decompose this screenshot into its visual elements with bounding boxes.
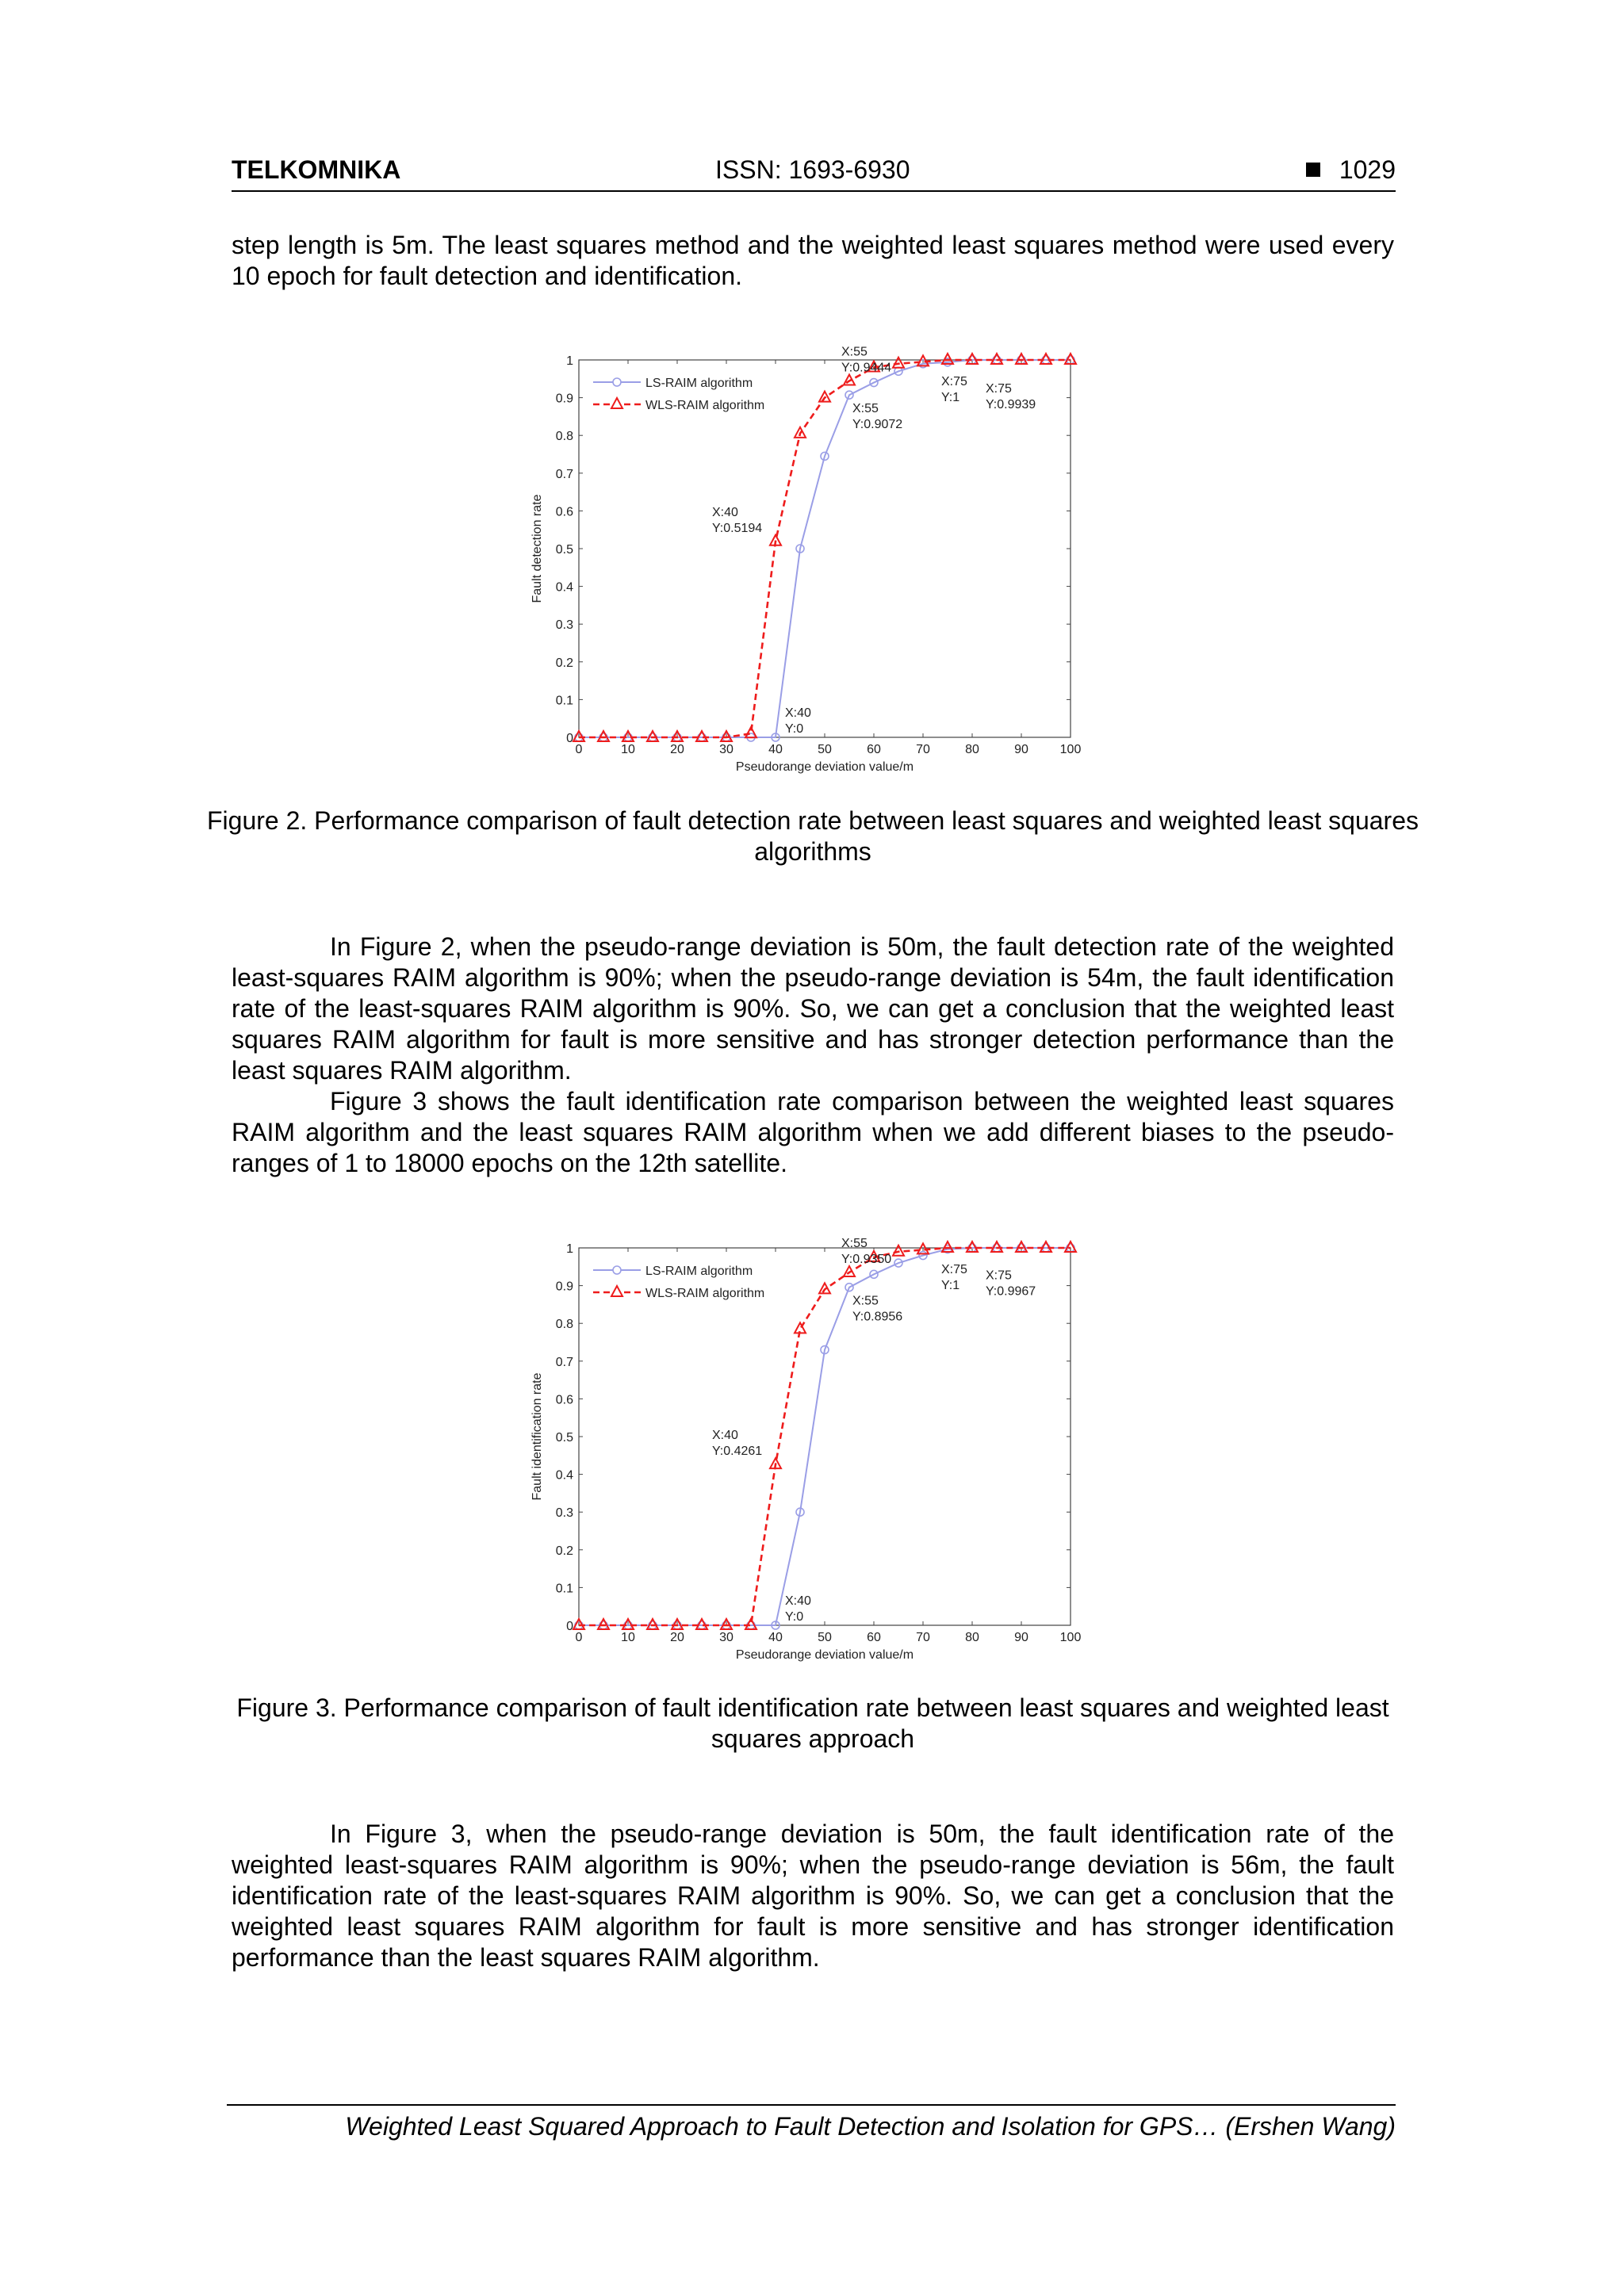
data-tip-label: X:55 xyxy=(852,402,879,416)
square-bullet-icon xyxy=(1306,163,1320,177)
x-tick-label: 40 xyxy=(768,743,783,756)
data-tip-label: X:75 xyxy=(986,1269,1012,1283)
y-tick-label: 0.6 xyxy=(555,1393,573,1407)
y-tick-label: 0.1 xyxy=(555,1582,573,1596)
data-tip-label: X:55 xyxy=(852,1294,879,1308)
data-tip-label: Y:0 xyxy=(785,722,804,736)
x-tick-label: 80 xyxy=(965,743,979,756)
figure-3-caption: Figure 3. Performance comparison of fault identification rate between least squares and weighted least squares approach xyxy=(236,1693,1389,1753)
figure-2-caption: Figure 2. Performance comparison of fault detection rate between least squares and weighted least squares algorithms xyxy=(207,806,1419,866)
y-tick-label: 0.9 xyxy=(555,1280,573,1294)
x-axis-label: Pseudorange deviation value/m xyxy=(735,760,914,774)
x-tick-label: 0 xyxy=(575,1631,583,1644)
paragraph-figure-3-discussion: In Figure 3, when the pseudo-range deviation is 50m, the fault identification rate of the weighted least-squares RAIM algorithm is 90%; when the pseudo-range deviation is 56m, the fault identification rate of the least-squares RAIM algorithm is 90%. So, we can get a conclusion that the weighted least squares RAIM algorithm for fault is more sensitive and has stronger identification performance than the least squares RAIM algorithm. xyxy=(232,1820,1394,1972)
data-tip-label: X:75 xyxy=(986,381,1012,396)
paragraph-figure-3-intro: Figure 3 shows the fault identification rate comparison between the weighted least squares RAIM algorithm and the least squares RAIM algorithm when we add different biases to the pseudo-ranges of 1 to 18000 epochs on the 12th satellite. xyxy=(232,1087,1394,1177)
x-tick-label: 20 xyxy=(670,1631,684,1644)
page-number xyxy=(1306,155,1396,185)
page-footer: Weighted Least Squared Approach to Fault Detection and Isolation for GPS… (Ershen Wang) xyxy=(227,2104,1396,2141)
x-tick-label: 50 xyxy=(818,1631,832,1644)
x-tick-label: 10 xyxy=(621,743,635,756)
data-tip-label: X:55 xyxy=(841,345,868,359)
legend-wls-label: WLS-RAIM algorithm xyxy=(645,399,765,412)
y-tick-label: 0.4 xyxy=(555,580,573,595)
y-tick-label: 0.4 xyxy=(555,1468,573,1483)
x-tick-label: 70 xyxy=(916,1631,930,1644)
intro-paragraph: step length is 5m. The least squares method and the weighted least squares method were used every 10 epoch for fault detection and identification. xyxy=(232,231,1394,290)
data-tip-label: Y:0.4261 xyxy=(712,1445,763,1459)
page-header xyxy=(232,155,1396,192)
issn: ISSN: 1693-6930 xyxy=(715,155,910,184)
y-tick-label: 0.1 xyxy=(555,694,573,708)
figure-3-svg xyxy=(508,1235,1110,1679)
y-tick-label: 0.7 xyxy=(555,1355,573,1369)
data-tip-label: Y:0.8956 xyxy=(852,1310,903,1324)
y-tick-label: 0.2 xyxy=(555,1544,573,1558)
x-axis-label: Pseudorange deviation value/m xyxy=(735,1648,914,1662)
data-tip-label: X:40 xyxy=(785,1594,811,1608)
y-axis-label: Fault detection rate xyxy=(530,494,544,603)
legend-wls-label: WLS-RAIM algorithm xyxy=(645,1287,765,1300)
data-tip-label: X:40 xyxy=(712,505,738,519)
x-tick-label: 90 xyxy=(1014,1631,1028,1644)
figure-2-svg xyxy=(508,347,1110,791)
x-tick-label: 50 xyxy=(818,743,832,756)
x-tick-label: 20 xyxy=(670,743,684,756)
data-tip-label: X:55 xyxy=(841,1236,868,1250)
y-tick-label: 1 xyxy=(566,354,573,368)
legend-ls-marker xyxy=(613,1266,621,1274)
data-tip-label: X:40 xyxy=(712,1429,738,1443)
x-tick-label: 30 xyxy=(719,743,733,756)
y-tick-label: 0.3 xyxy=(555,618,573,633)
y-tick-label: 0.3 xyxy=(555,1506,573,1521)
y-tick-label: 0 xyxy=(566,732,573,745)
x-tick-label: 0 xyxy=(575,743,583,756)
y-tick-label: 0.9 xyxy=(555,392,573,406)
data-tip-label: X:75 xyxy=(941,375,967,388)
y-tick-label: 0.5 xyxy=(555,1431,573,1445)
data-tip-label: Y:0.9939 xyxy=(986,397,1036,411)
data-tip-label: Y:0 xyxy=(785,1610,804,1624)
x-tick-label: 60 xyxy=(867,743,881,756)
data-tip-label: X:75 xyxy=(941,1263,967,1276)
figure-3-chart xyxy=(508,1235,1110,1662)
legend-ls-label: LS-RAIM algorithm xyxy=(645,1265,753,1278)
page-number-value: 1029 xyxy=(1339,155,1396,184)
data-tip-label: Y:0.9444 xyxy=(841,361,892,375)
x-tick-label: 100 xyxy=(1059,1631,1082,1644)
data-tip-label: X:40 xyxy=(785,706,811,720)
y-axis-label: Fault identification rate xyxy=(530,1372,544,1501)
plot-area xyxy=(579,360,1071,737)
y-tick-label: 0 xyxy=(566,1620,573,1633)
x-tick-label: 80 xyxy=(965,1631,979,1644)
x-tick-label: 10 xyxy=(621,1631,635,1644)
data-tip-label: Y:1 xyxy=(941,391,960,404)
plot-area xyxy=(579,1248,1071,1625)
data-tip-label: Y:0.9072 xyxy=(852,418,903,432)
y-tick-label: 0.8 xyxy=(555,1318,573,1332)
legend-ls-marker xyxy=(613,378,621,386)
data-tip-label: Y:0.9350 xyxy=(841,1252,892,1266)
y-tick-label: 0.7 xyxy=(555,467,573,481)
legend-ls-label: LS-RAIM algorithm xyxy=(645,377,753,390)
x-tick-label: 30 xyxy=(719,1631,733,1644)
x-tick-label: 40 xyxy=(768,1631,783,1644)
y-tick-label: 0.8 xyxy=(555,430,573,444)
figure-2-chart xyxy=(508,345,1110,774)
y-tick-label: 0.6 xyxy=(555,505,573,519)
data-tip-label: Y:0.5194 xyxy=(712,521,763,535)
x-tick-label: 100 xyxy=(1059,743,1082,756)
x-tick-label: 90 xyxy=(1014,743,1028,756)
y-tick-label: 1 xyxy=(566,1242,573,1256)
paragraph-figure-2-discussion: In Figure 2, when the pseudo-range deviation is 50m, the fault detection rate of the weighted least-squares RAIM algorithm is 90%; when the pseudo-range deviation is 54m, the fault identification rate of the least-squares RAIM algorithm is 90%. So, we can get a conclusion that the weighted least squares RAIM algorithm for fault is more sensitive and has stronger detection performance than the least squares RAIM algorithm. xyxy=(232,932,1394,1085)
y-tick-label: 0.5 xyxy=(555,543,573,557)
data-tip-label: Y:0.9967 xyxy=(986,1284,1036,1299)
data-tip-label: Y:1 xyxy=(941,1279,960,1292)
x-tick-label: 60 xyxy=(867,1631,881,1644)
journal-name: TELKOMNIKA xyxy=(232,155,401,184)
y-tick-label: 0.2 xyxy=(555,656,573,670)
x-tick-label: 70 xyxy=(916,743,930,756)
